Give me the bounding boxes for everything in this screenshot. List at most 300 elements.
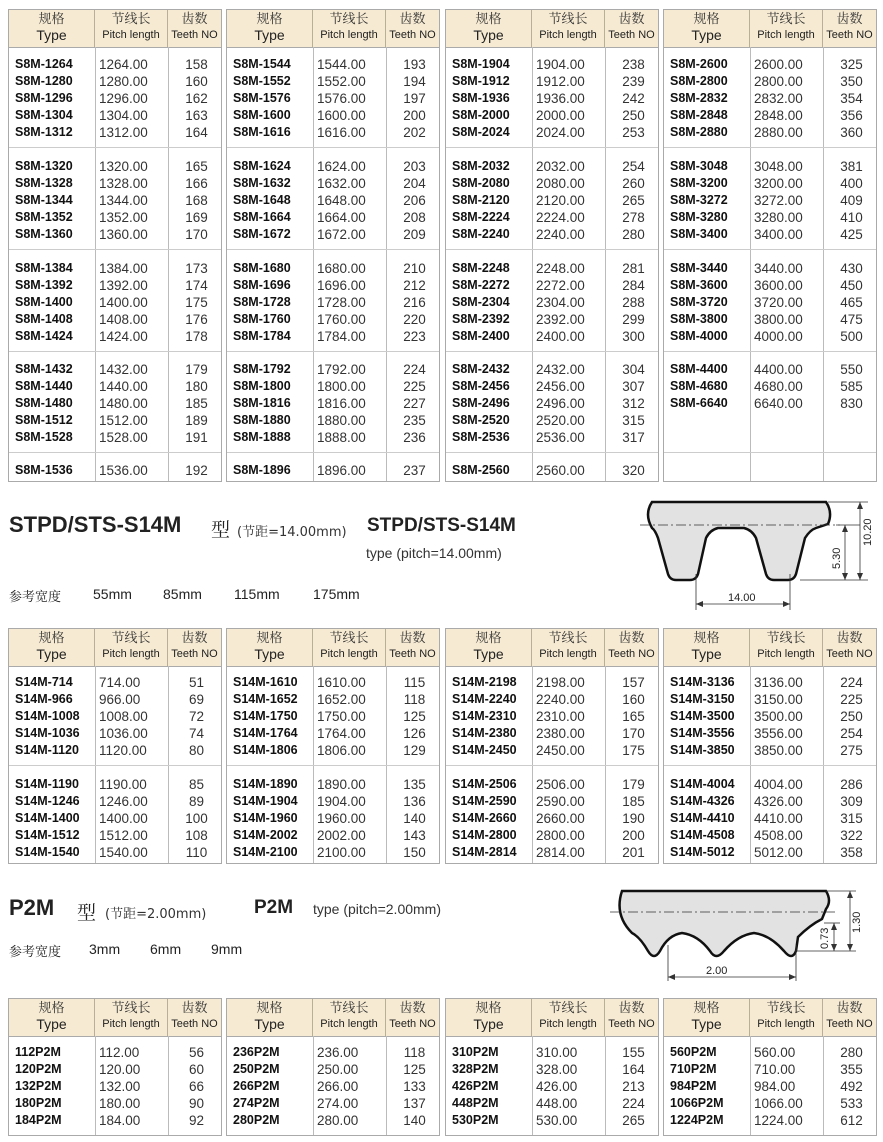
- table-header: [446, 629, 658, 667]
- teeth-number-cell: 224: [840, 675, 863, 690]
- p2m-table: [663, 998, 877, 1136]
- teeth-number-cell: 250: [622, 108, 645, 123]
- header-type-en: Type: [473, 646, 504, 662]
- teeth-number-cell: 533: [840, 1096, 863, 1111]
- teeth-number-cell: 162: [185, 91, 208, 106]
- header-teeth-cn: 齿数: [399, 631, 426, 646]
- pitch-length-cell: 4508.00: [754, 828, 803, 843]
- pitch-length-cell: 1392.00: [99, 278, 148, 293]
- p2m-table: [226, 998, 440, 1136]
- header-teeth-cn: 齿数: [181, 631, 208, 646]
- pitch-length-cell: 1304.00: [99, 108, 148, 123]
- type-cell: S14M-1036: [15, 726, 80, 740]
- type-cell: S8M-1296: [15, 91, 73, 105]
- table-row: [446, 226, 658, 243]
- header-teeth-cn: 齿数: [836, 631, 863, 646]
- pitch-length-cell: 1400.00: [99, 295, 148, 310]
- teeth-number-cell: 168: [185, 193, 208, 208]
- teeth-number-cell: 356: [840, 108, 863, 123]
- teeth-number-cell: 189: [185, 413, 208, 428]
- pitch-length-cell: 966.00: [99, 692, 141, 707]
- header-pitch: [313, 10, 386, 47]
- type-cell: S8M-1344: [15, 193, 73, 207]
- teeth-number-cell: 200: [622, 828, 645, 843]
- table-row: [446, 674, 658, 691]
- pitch-length-cell: 1296.00: [99, 91, 148, 106]
- type-cell: S8M-6640: [670, 396, 728, 410]
- table-row: [9, 793, 221, 810]
- teeth-number-cell: 136: [403, 794, 426, 809]
- type-cell: S8M-2272: [452, 278, 510, 292]
- table-row: [664, 260, 876, 277]
- teeth-number-cell: 140: [403, 1113, 426, 1128]
- type-cell: S14M-1890: [233, 777, 298, 791]
- table-row: [446, 175, 658, 192]
- table-row: [9, 429, 221, 446]
- table-row: [227, 429, 439, 446]
- table-row: [9, 1078, 221, 1095]
- type-cell: 266P2M: [233, 1079, 280, 1093]
- teeth-number-cell: 284: [622, 278, 645, 293]
- pitch-length-cell: 1912.00: [536, 74, 585, 89]
- table-row: [227, 73, 439, 90]
- header-teeth: [823, 999, 876, 1036]
- pitch-length-cell: 1600.00: [317, 108, 366, 123]
- teeth-number-cell: 190: [622, 811, 645, 826]
- teeth-number-cell: 165: [185, 159, 208, 174]
- header-teeth-cn: 齿数: [618, 12, 645, 27]
- type-cell: S8M-1816: [233, 396, 291, 410]
- pitch-length-cell: 2832.00: [754, 91, 803, 106]
- type-cell: S14M-2002: [233, 828, 298, 842]
- pitch-length-cell: 2032.00: [536, 159, 585, 174]
- teeth-number-cell: 225: [403, 379, 426, 394]
- pitch-length-cell: 2002.00: [317, 828, 366, 843]
- type-cell: S14M-1512: [15, 828, 80, 842]
- table-row: [446, 1078, 658, 1095]
- type-cell: S14M-2506: [452, 777, 517, 791]
- type-cell: S14M-2380: [452, 726, 517, 740]
- p2m-belt-diagram: [610, 885, 870, 985]
- type-cell: S14M-1120: [15, 743, 79, 757]
- s14m-title-type-cn: 型: [211, 519, 231, 541]
- teeth-number-cell: 209: [403, 227, 426, 242]
- teeth-number-cell: 137: [403, 1096, 426, 1111]
- type-cell: S14M-2590: [452, 794, 517, 808]
- teeth-number-cell: 238: [622, 57, 645, 72]
- header-pitch: [313, 629, 386, 666]
- teeth-number-cell: 410: [840, 210, 863, 225]
- s14m-table: [8, 628, 222, 864]
- header-type-en: Type: [36, 646, 67, 662]
- table-row: [9, 56, 221, 73]
- table-row: [446, 395, 658, 412]
- table-row: [9, 260, 221, 277]
- header-teeth-en: Teeth NO: [608, 648, 655, 660]
- pitch-length-cell: 1576.00: [317, 91, 366, 106]
- header-pitch: [95, 629, 168, 666]
- type-cell: S8M-1760: [233, 312, 291, 326]
- table-row: [9, 378, 221, 395]
- s14m-title-main-en: STPD/STS-S14M: [367, 515, 516, 536]
- type-cell: S14M-1540: [15, 845, 80, 859]
- header-pitch: [750, 999, 823, 1036]
- pitch-length-cell: 1536.00: [99, 463, 148, 478]
- teeth-number-cell: 157: [622, 675, 645, 690]
- group-divider: [446, 351, 658, 352]
- header-type: [446, 629, 532, 666]
- type-cell: S8M-1400: [15, 295, 73, 309]
- header-pitch-en: Pitch length: [757, 1018, 815, 1030]
- teeth-number-cell: 242: [622, 91, 645, 106]
- type-cell: S8M-2080: [452, 176, 510, 190]
- group-divider: [227, 765, 439, 766]
- s14m-tooth-dim: 5.30: [831, 547, 843, 569]
- header-teeth: [168, 629, 221, 666]
- pitch-length-cell: 3136.00: [754, 675, 803, 690]
- header-pitch-cn: 节线长: [766, 1001, 806, 1016]
- teeth-number-cell: 213: [622, 1079, 645, 1094]
- table-row: [9, 294, 221, 311]
- header-type-cn: 规格: [256, 1001, 283, 1016]
- pitch-length-cell: 1888.00: [317, 430, 366, 445]
- group-divider: [446, 765, 658, 766]
- type-cell: 1066P2M: [670, 1096, 724, 1110]
- type-cell: 184P2M: [15, 1113, 62, 1127]
- table-row: [9, 742, 221, 759]
- table-row: [664, 827, 876, 844]
- pitch-length-cell: 1792.00: [317, 362, 366, 377]
- teeth-number-cell: 212: [403, 278, 426, 293]
- teeth-number-cell: 89: [188, 794, 205, 809]
- teeth-number-cell: 60: [188, 1062, 205, 1077]
- pitch-length-cell: 112.00: [99, 1045, 140, 1060]
- table-header: [9, 629, 221, 667]
- table-row: [9, 226, 221, 243]
- table-row: [446, 107, 658, 124]
- header-type-en: Type: [691, 27, 722, 43]
- pitch-length-cell: 1784.00: [317, 329, 366, 344]
- group-divider: [664, 351, 876, 352]
- type-cell: S8M-2880: [670, 125, 728, 139]
- header-pitch-cn: 节线长: [329, 631, 369, 646]
- type-cell: S8M-2248: [452, 261, 510, 275]
- header-teeth-en: Teeth NO: [826, 29, 873, 41]
- header-pitch: [532, 999, 605, 1036]
- teeth-number-cell: 224: [403, 362, 426, 377]
- teeth-number-cell: 360: [840, 125, 863, 140]
- type-cell: 710P2M: [670, 1062, 717, 1076]
- teeth-number-cell: 133: [403, 1079, 426, 1094]
- type-cell: S8M-1936: [452, 91, 510, 105]
- type-cell: S8M-1424: [15, 329, 73, 343]
- pitch-length-cell: 1400.00: [99, 811, 148, 826]
- table-row: [9, 158, 221, 175]
- pitch-length-cell: 236.00: [317, 1045, 359, 1060]
- pitch-length-cell: 2224.00: [536, 210, 585, 225]
- type-cell: S8M-3200: [670, 176, 728, 190]
- teeth-number-cell: 227: [403, 396, 426, 411]
- table-row: [664, 776, 876, 793]
- type-cell: S8M-2536: [452, 430, 510, 444]
- type-cell: S14M-2814: [452, 845, 517, 859]
- table-row: [227, 742, 439, 759]
- teeth-number-cell: 170: [622, 726, 645, 741]
- pitch-length-cell: 1680.00: [317, 261, 366, 276]
- pitch-length-cell: 1190.00: [99, 777, 147, 792]
- group-divider: [227, 147, 439, 148]
- pitch-length-cell: 448.00: [536, 1096, 578, 1111]
- pitch-length-cell: 2400.00: [536, 329, 585, 344]
- type-cell: S14M-1750: [233, 709, 298, 723]
- table-row: [446, 56, 658, 73]
- table-row: [664, 90, 876, 107]
- header-type: [227, 999, 313, 1036]
- p2m-title-main: P2M: [9, 895, 55, 920]
- type-cell: S8M-1392: [15, 278, 73, 292]
- teeth-number-cell: 312: [622, 396, 645, 411]
- table-row: [227, 462, 439, 479]
- teeth-number-cell: 216: [403, 295, 426, 310]
- header-teeth-en: Teeth NO: [389, 648, 436, 660]
- type-cell: 120P2M: [15, 1062, 62, 1076]
- table-row: [9, 1112, 221, 1129]
- header-pitch-cn: 节线长: [111, 1001, 151, 1016]
- table-row: [664, 793, 876, 810]
- table-row: [446, 1044, 658, 1061]
- table-row: [227, 361, 439, 378]
- pitch-length-cell: 184.00: [99, 1113, 141, 1128]
- pitch-length-cell: 426.00: [536, 1079, 578, 1094]
- type-cell: S8M-1552: [233, 74, 291, 88]
- table-header: [446, 10, 658, 48]
- teeth-number-cell: 166: [185, 176, 208, 191]
- type-cell: S8M-1792: [233, 362, 291, 376]
- type-cell: S8M-2496: [452, 396, 510, 410]
- pitch-length-cell: 3272.00: [754, 193, 803, 208]
- header-teeth-en: Teeth NO: [171, 1018, 218, 1030]
- header-type-cn: 规格: [256, 12, 283, 27]
- type-cell: S8M-1304: [15, 108, 73, 122]
- p2m-title-pitch-cn: (节距=2.00mm): [105, 907, 207, 922]
- type-cell: S8M-1480: [15, 396, 73, 410]
- teeth-number-cell: 197: [403, 91, 426, 106]
- teeth-number-cell: 612: [840, 1113, 863, 1128]
- teeth-number-cell: 110: [185, 845, 208, 860]
- table-row: [227, 691, 439, 708]
- type-cell: S8M-2000: [452, 108, 510, 122]
- p2m-title-type-cn: 型: [77, 902, 97, 924]
- teeth-number-cell: 108: [185, 828, 208, 843]
- type-cell: S14M-3136: [670, 675, 735, 689]
- pitch-length-cell: 4680.00: [754, 379, 803, 394]
- table-row: [227, 226, 439, 243]
- type-cell: S14M-3556: [670, 726, 735, 740]
- pitch-length-cell: 3440.00: [754, 261, 803, 276]
- teeth-number-cell: 225: [840, 692, 863, 707]
- type-cell: S8M-1576: [233, 91, 291, 105]
- table-row: [9, 412, 221, 429]
- teeth-number-cell: 288: [622, 295, 645, 310]
- header-pitch-cn: 节线长: [111, 631, 151, 646]
- pitch-length-cell: 2392.00: [536, 312, 585, 327]
- teeth-number-cell: 317: [622, 430, 645, 445]
- teeth-number-cell: 325: [840, 57, 863, 72]
- table-row: [9, 209, 221, 226]
- header-teeth-en: Teeth NO: [171, 648, 218, 660]
- table-row: [9, 844, 221, 861]
- table-header: [9, 10, 221, 48]
- type-cell: S8M-1624: [233, 159, 291, 173]
- table-row: [664, 674, 876, 691]
- teeth-number-cell: 155: [622, 1045, 645, 1060]
- p2m-height-dim: 1.30: [851, 911, 863, 933]
- pitch-length-cell: 328.00: [536, 1062, 578, 1077]
- pitch-length-cell: 1408.00: [99, 312, 148, 327]
- pitch-length-cell: 2432.00: [536, 362, 585, 377]
- type-cell: S8M-3720: [670, 295, 728, 309]
- type-cell: S8M-3272: [670, 193, 728, 207]
- header-type-cn: 规格: [256, 631, 283, 646]
- teeth-number-cell: 185: [185, 396, 208, 411]
- pitch-length-cell: 1696.00: [317, 278, 366, 293]
- type-cell: 280P2M: [233, 1113, 280, 1127]
- pitch-length-cell: 2240.00: [536, 227, 585, 242]
- table-header: [664, 629, 876, 667]
- header-pitch-en: Pitch length: [757, 648, 815, 660]
- pitch-length-cell: 2814.00: [536, 845, 585, 860]
- table-row: [9, 277, 221, 294]
- teeth-number-cell: 118: [403, 692, 426, 707]
- table-row: [227, 175, 439, 192]
- pitch-length-cell: 2536.00: [536, 430, 585, 445]
- teeth-number-cell: 191: [185, 430, 208, 445]
- type-cell: S8M-4400: [670, 362, 728, 376]
- table-row: [227, 395, 439, 412]
- teeth-number-cell: 175: [185, 295, 208, 310]
- header-pitch-cn: 节线长: [329, 1001, 369, 1016]
- table-row: [227, 209, 439, 226]
- teeth-number-cell: 254: [622, 159, 645, 174]
- table-row: [446, 1095, 658, 1112]
- header-pitch-en: Pitch length: [757, 29, 815, 41]
- pitch-length-cell: 1664.00: [317, 210, 366, 225]
- table-row: [227, 56, 439, 73]
- teeth-number-cell: 150: [403, 845, 426, 860]
- s14m-table: [445, 628, 659, 864]
- pitch-length-cell: 2590.00: [536, 794, 585, 809]
- table-row: [9, 1095, 221, 1112]
- group-divider: [664, 765, 876, 766]
- teeth-number-cell: 300: [622, 329, 645, 344]
- pitch-length-cell: 1816.00: [317, 396, 366, 411]
- pitch-length-cell: 2080.00: [536, 176, 585, 191]
- pitch-length-cell: 1616.00: [317, 125, 366, 140]
- type-cell: S14M-2240: [452, 692, 517, 706]
- table-row: [227, 1078, 439, 1095]
- header-pitch: [313, 999, 386, 1036]
- header-teeth: [605, 10, 658, 47]
- table-row: [664, 192, 876, 209]
- header-type-en: Type: [691, 1016, 722, 1032]
- header-teeth: [386, 629, 439, 666]
- header-teeth-cn: 齿数: [181, 12, 208, 27]
- teeth-number-cell: 170: [185, 227, 208, 242]
- type-cell: S8M-1280: [15, 74, 73, 88]
- teeth-number-cell: 400: [840, 176, 863, 191]
- teeth-number-cell: 358: [840, 845, 863, 860]
- s8m-table: [8, 9, 222, 482]
- header-teeth-cn: 齿数: [836, 1001, 863, 1016]
- teeth-number-cell: 164: [185, 125, 208, 140]
- pitch-length-cell: 1352.00: [99, 210, 148, 225]
- type-cell: S8M-3280: [670, 210, 728, 224]
- table-row: [664, 56, 876, 73]
- teeth-number-cell: 450: [840, 278, 863, 293]
- type-cell: S8M-2560: [452, 463, 510, 477]
- pitch-length-cell: 1750.00: [317, 709, 366, 724]
- pitch-length-cell: 2450.00: [536, 743, 585, 758]
- table-row: [446, 73, 658, 90]
- type-cell: S14M-714: [15, 675, 73, 689]
- teeth-number-cell: 143: [403, 828, 426, 843]
- type-cell: 984P2M: [670, 1079, 717, 1093]
- type-cell: S8M-1544: [233, 57, 291, 71]
- type-cell: S8M-1384: [15, 261, 73, 275]
- pitch-length-cell: 1360.00: [99, 227, 148, 242]
- teeth-number-cell: 202: [403, 125, 426, 140]
- type-cell: S8M-1784: [233, 329, 291, 343]
- pitch-length-cell: 714.00: [99, 675, 141, 690]
- pitch-length-cell: 3048.00: [754, 159, 803, 174]
- header-teeth-en: Teeth NO: [826, 648, 873, 660]
- header-type-cn: 规格: [475, 1001, 502, 1016]
- type-cell: S14M-2310: [452, 709, 517, 723]
- table-row: [664, 725, 876, 742]
- type-cell: S14M-4004: [670, 777, 735, 791]
- type-cell: S8M-1728: [233, 295, 291, 309]
- pitch-length-cell: 3850.00: [754, 743, 803, 758]
- pitch-length-cell: 2024.00: [536, 125, 585, 140]
- table-row: [664, 328, 876, 345]
- teeth-number-cell: 250: [840, 709, 863, 724]
- table-row: [664, 294, 876, 311]
- pitch-length-cell: 1672.00: [317, 227, 366, 242]
- table-row: [446, 429, 658, 446]
- table-row: [664, 361, 876, 378]
- pitch-length-cell: 266.00: [317, 1079, 359, 1094]
- teeth-number-cell: 74: [188, 726, 205, 741]
- teeth-number-cell: 175: [622, 743, 645, 758]
- teeth-number-cell: 286: [840, 777, 863, 792]
- teeth-number-cell: 192: [185, 463, 208, 478]
- pitch-length-cell: 3500.00: [754, 709, 803, 724]
- type-cell: S14M-1008: [15, 709, 80, 723]
- table-header: [227, 629, 439, 667]
- pitch-length-cell: 3720.00: [754, 295, 803, 310]
- table-row: [9, 73, 221, 90]
- table-row: [227, 158, 439, 175]
- teeth-number-cell: 299: [622, 312, 645, 327]
- pitch-length-cell: 1652.00: [317, 692, 366, 707]
- pitch-length-cell: 1280.00: [99, 74, 148, 89]
- type-cell: S14M-1764: [233, 726, 298, 740]
- teeth-number-cell: 203: [403, 159, 426, 174]
- teeth-number-cell: 475: [840, 312, 863, 327]
- pitch-length-cell: 560.00: [754, 1045, 796, 1060]
- type-cell: 1224P2M: [670, 1113, 724, 1127]
- header-pitch: [750, 10, 823, 47]
